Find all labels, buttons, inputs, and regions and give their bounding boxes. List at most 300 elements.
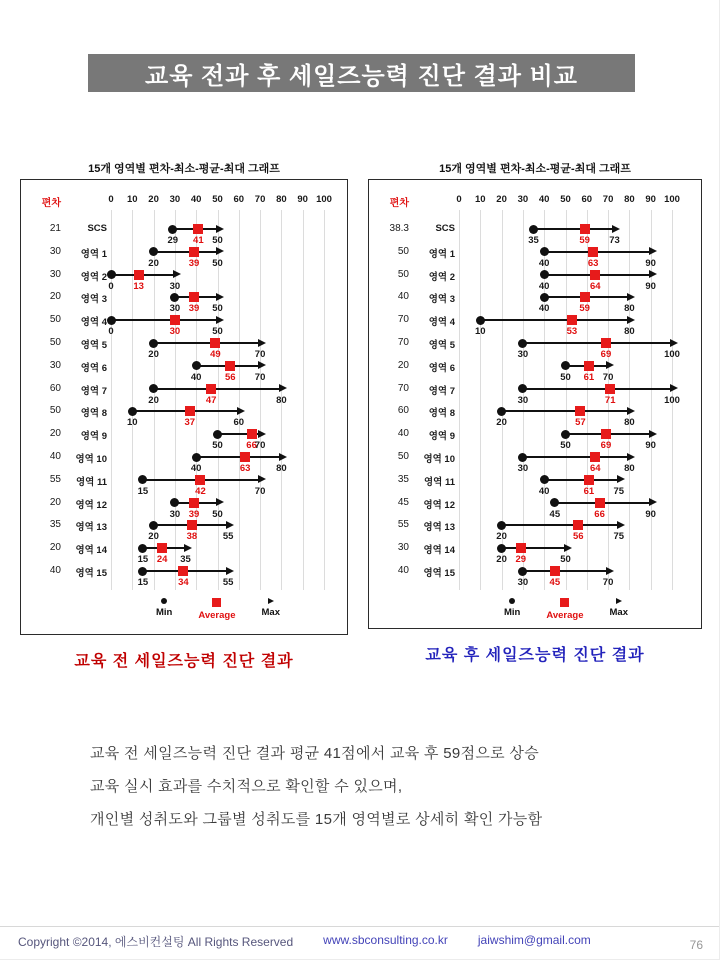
min-dot bbox=[138, 544, 147, 553]
average-value-label: 61 bbox=[583, 371, 595, 383]
deviation-value: 60 bbox=[397, 405, 409, 417]
min-value-label: 20 bbox=[148, 394, 159, 406]
min-dot bbox=[107, 270, 116, 279]
min-dot bbox=[518, 384, 527, 393]
legend-label: Min bbox=[156, 607, 173, 618]
max-value-label: 50 bbox=[212, 257, 223, 269]
deviation-value: 40 bbox=[397, 428, 409, 440]
average-value-label: 59 bbox=[579, 235, 590, 246]
average-square bbox=[134, 270, 144, 280]
page-number: 76 bbox=[689, 938, 703, 952]
legend-item bbox=[610, 598, 628, 621]
deviation-value: 20 bbox=[49, 428, 61, 440]
average-value-label: 66 bbox=[594, 508, 605, 520]
deviation-value: 38.3 bbox=[389, 223, 409, 234]
average-square bbox=[189, 498, 199, 508]
average-square bbox=[601, 429, 611, 439]
average-square bbox=[575, 406, 585, 416]
average-square bbox=[195, 475, 205, 485]
max-arrow bbox=[627, 407, 635, 415]
max-value-label: 90 bbox=[645, 280, 656, 292]
max-value-label: 90 bbox=[645, 508, 656, 520]
min-dot bbox=[518, 339, 527, 348]
category-label: 영역 13 bbox=[423, 522, 455, 534]
category-label: 영역 9 bbox=[80, 431, 107, 443]
max-value-label: 70 bbox=[254, 440, 266, 452]
max-arrow bbox=[649, 247, 657, 255]
min-value-label: 30 bbox=[169, 303, 181, 315]
max-arrow bbox=[237, 407, 245, 415]
average-square bbox=[605, 384, 615, 394]
axis-tick-label: 0 bbox=[108, 194, 114, 205]
max-arrow bbox=[627, 293, 635, 301]
max-arrow bbox=[649, 270, 657, 278]
deviation-value: 20 bbox=[49, 291, 61, 303]
max-arrow bbox=[258, 475, 266, 483]
deviation-value: 70 bbox=[397, 314, 409, 326]
max-value-label: 70 bbox=[602, 577, 614, 588]
average-square bbox=[580, 224, 590, 234]
deviation-value: 30 bbox=[49, 359, 61, 371]
average-square bbox=[189, 292, 199, 302]
max-value-label: 100 bbox=[664, 394, 680, 406]
max-arrow bbox=[627, 453, 635, 461]
average-square bbox=[588, 247, 598, 257]
max-value-label: 80 bbox=[624, 463, 635, 474]
axis-tick-label: 100 bbox=[316, 194, 332, 205]
chart-legend bbox=[459, 598, 673, 621]
category-label: 영역 5 bbox=[428, 340, 455, 351]
dumbbell-chart-after bbox=[368, 179, 702, 629]
deviation-value: 40 bbox=[397, 291, 409, 303]
legend-label: Max bbox=[261, 607, 280, 618]
average-value-label: 66 bbox=[246, 440, 257, 452]
copyright-text: Copyright ©2014, 에스비컨설팅 All Rights Reserved bbox=[18, 935, 294, 949]
max-arrow bbox=[184, 544, 192, 552]
max-arrow bbox=[670, 384, 678, 392]
max-value-label: 80 bbox=[624, 326, 635, 338]
min-dot bbox=[149, 384, 158, 393]
max-arrow bbox=[649, 498, 657, 506]
max-arrow bbox=[258, 361, 266, 369]
axis-tick-label: 90 bbox=[297, 194, 308, 205]
average-square bbox=[178, 566, 188, 576]
category-label: 영역 8 bbox=[428, 408, 455, 420]
min-dot bbox=[170, 293, 179, 302]
max-value-label: 60 bbox=[233, 417, 245, 429]
min-dot bbox=[540, 475, 549, 484]
range-line bbox=[154, 342, 261, 344]
average-value-label: 34 bbox=[178, 577, 189, 588]
deviation-value: 50 bbox=[397, 268, 409, 280]
deviation-value: 20 bbox=[49, 542, 61, 554]
max-arrow bbox=[216, 293, 224, 301]
average-square bbox=[590, 452, 600, 462]
chart-after-caption: 교육 후 세일즈능력 진단 결과 bbox=[425, 647, 645, 664]
average-value-label: 71 bbox=[604, 394, 616, 406]
slide-title-bar bbox=[88, 54, 635, 92]
email-link[interactable]: jaiwshim@gmail.com bbox=[477, 933, 591, 947]
legend-label: Max bbox=[609, 607, 628, 618]
deviation-value: 30 bbox=[397, 542, 409, 554]
average-square bbox=[225, 361, 235, 371]
average-value-label: 47 bbox=[205, 394, 217, 406]
average-value-label: 53 bbox=[566, 326, 578, 338]
average-square bbox=[516, 543, 526, 553]
deviation-value: 40 bbox=[49, 565, 61, 576]
min-dot bbox=[540, 293, 549, 302]
average-value-label: 57 bbox=[575, 417, 586, 429]
deviation-value: 50 bbox=[49, 337, 61, 348]
min-value-label: 30 bbox=[517, 349, 529, 360]
axis-tick-label: 90 bbox=[645, 194, 656, 205]
axis-tick-label: 0 bbox=[456, 194, 462, 205]
max-value-label: 70 bbox=[602, 371, 614, 383]
category-label: 영역 4 bbox=[428, 317, 455, 329]
max-arrow bbox=[279, 384, 287, 392]
average-square bbox=[584, 361, 594, 371]
deviation-value: 55 bbox=[49, 473, 61, 485]
deviation-value: 50 bbox=[49, 314, 61, 326]
min-value-label: 40 bbox=[538, 485, 550, 497]
gridline bbox=[260, 210, 261, 590]
category-label: 영역 7 bbox=[428, 385, 455, 397]
average-square bbox=[595, 498, 605, 508]
min-value-label: 30 bbox=[517, 394, 529, 406]
footer-divider bbox=[0, 926, 720, 927]
website-link[interactable]: www.sbconsulting.co.kr bbox=[323, 933, 448, 947]
axis-tick-label: 70 bbox=[254, 194, 266, 205]
deviation-value: 70 bbox=[397, 382, 409, 394]
average-value-label: 56 bbox=[224, 371, 236, 383]
average-square bbox=[601, 338, 611, 348]
min-dot-icon bbox=[509, 598, 515, 604]
category-label: 영역 14 bbox=[75, 545, 107, 557]
min-dot bbox=[497, 407, 506, 416]
min-value-label: 0 bbox=[108, 280, 114, 292]
average-value-label: 42 bbox=[195, 485, 206, 497]
max-arrow bbox=[649, 430, 657, 438]
max-arrow bbox=[606, 567, 614, 575]
max-arrow bbox=[612, 225, 620, 233]
max-arrow bbox=[216, 225, 224, 233]
min-value-label: 50 bbox=[212, 440, 223, 452]
category-label: 영역 6 bbox=[428, 362, 455, 374]
min-value-label: 50 bbox=[560, 440, 571, 452]
max-arrow-icon bbox=[616, 598, 622, 604]
chart-before-title: 15개 영역별 편차-최소-평균-최대 그래프 bbox=[88, 163, 280, 175]
average-value-label: 39 bbox=[188, 257, 200, 269]
footer bbox=[18, 933, 591, 950]
range-line bbox=[502, 547, 566, 549]
min-dot bbox=[476, 316, 485, 325]
legend-item bbox=[262, 598, 280, 621]
legend-item bbox=[546, 598, 583, 621]
max-value-label: 30 bbox=[169, 280, 181, 292]
category-label: 영역 7 bbox=[80, 385, 107, 397]
min-dot bbox=[128, 407, 137, 416]
min-value-label: 20 bbox=[148, 349, 159, 360]
axis-tick-label: 60 bbox=[233, 194, 245, 205]
category-label: 영역 12 bbox=[423, 499, 455, 511]
category-label: 영역 11 bbox=[423, 476, 455, 488]
min-value-label: 40 bbox=[538, 257, 550, 269]
average-square-icon bbox=[212, 598, 221, 607]
gridline bbox=[324, 210, 325, 590]
category-label: 영역 10 bbox=[75, 454, 107, 465]
average-square bbox=[584, 475, 594, 485]
summary-text bbox=[90, 737, 542, 836]
average-square bbox=[573, 520, 583, 530]
max-value-label: 55 bbox=[222, 577, 234, 588]
chart-after-section bbox=[368, 160, 702, 665]
max-value-label: 80 bbox=[624, 417, 635, 429]
category-label: 영역 4 bbox=[80, 317, 107, 329]
legend-item bbox=[504, 598, 520, 621]
min-value-label: 10 bbox=[475, 326, 486, 338]
min-dot bbox=[149, 521, 158, 530]
max-arrow bbox=[258, 339, 266, 347]
axis-tick-label: 100 bbox=[664, 194, 680, 205]
max-arrow bbox=[670, 339, 678, 347]
range-line bbox=[111, 319, 218, 321]
axis-tick-label: 70 bbox=[602, 194, 614, 205]
max-arrow bbox=[606, 361, 614, 369]
category-label: SCS bbox=[87, 223, 107, 234]
dumbbell-chart-before bbox=[20, 179, 348, 635]
legend-item bbox=[198, 598, 235, 621]
max-value-label: 35 bbox=[180, 554, 191, 566]
max-arrow bbox=[617, 521, 625, 529]
min-value-label: 30 bbox=[517, 577, 529, 588]
average-square bbox=[206, 384, 216, 394]
min-value-label: 15 bbox=[137, 554, 149, 566]
min-value-label: 15 bbox=[137, 577, 149, 588]
min-value-label: 20 bbox=[496, 417, 507, 429]
summary-line-1: 교육 전 세일즈능력 진단 결과 평균 41점에서 교육 후 59점으로 상승 bbox=[90, 745, 539, 762]
max-arrow bbox=[216, 498, 224, 506]
gridline bbox=[303, 210, 304, 590]
min-value-label: 30 bbox=[169, 508, 181, 520]
deviation-value: 60 bbox=[49, 382, 61, 394]
range-line bbox=[523, 388, 672, 390]
axis-tick-label: 30 bbox=[517, 194, 529, 205]
axis-tick-label: 30 bbox=[169, 194, 181, 205]
average-value-label: 69 bbox=[600, 349, 612, 360]
average-square bbox=[170, 315, 180, 325]
min-value-label: 20 bbox=[496, 531, 507, 543]
category-label: 영역 15 bbox=[423, 568, 455, 579]
axis-tick-label: 80 bbox=[276, 194, 287, 205]
max-value-label: 55 bbox=[222, 531, 234, 543]
max-value-label: 50 bbox=[212, 508, 223, 520]
summary-line-2: 교육 실시 효과를 수치적으로 확인할 수 있으며, bbox=[90, 778, 403, 795]
category-label: 영역 3 bbox=[80, 294, 107, 306]
max-arrow bbox=[258, 430, 266, 438]
min-value-label: 45 bbox=[549, 508, 561, 520]
min-dot-icon bbox=[161, 598, 167, 604]
min-value-label: 20 bbox=[496, 554, 507, 566]
average-value-label: 64 bbox=[590, 463, 601, 474]
deviation-header: 편차 bbox=[41, 198, 61, 209]
min-value-label: 40 bbox=[190, 371, 202, 383]
average-value-label: 69 bbox=[600, 440, 612, 452]
min-value-label: 40 bbox=[538, 303, 550, 315]
legend-item bbox=[156, 598, 172, 621]
min-value-label: 20 bbox=[148, 531, 159, 543]
deviation-value: 40 bbox=[49, 451, 61, 462]
deviation-value: 70 bbox=[397, 337, 409, 348]
axis-tick-label: 10 bbox=[127, 194, 138, 205]
category-label: 영역 6 bbox=[80, 362, 107, 374]
category-label: 영역 15 bbox=[75, 568, 107, 579]
range-line bbox=[523, 342, 672, 344]
axis-tick-label: 20 bbox=[148, 194, 159, 205]
max-value-label: 50 bbox=[212, 303, 223, 315]
deviation-value: 45 bbox=[397, 496, 409, 508]
average-square bbox=[193, 224, 203, 234]
deviation-value: 35 bbox=[49, 519, 61, 531]
category-label: SCS bbox=[435, 223, 455, 234]
max-arrow bbox=[226, 521, 234, 529]
average-value-label: 49 bbox=[210, 349, 221, 360]
average-value-label: 39 bbox=[188, 508, 200, 520]
min-dot bbox=[497, 544, 506, 553]
min-dot bbox=[518, 453, 527, 462]
gridline bbox=[132, 210, 133, 590]
average-value-label: 37 bbox=[184, 417, 196, 429]
deviation-value: 50 bbox=[397, 451, 409, 462]
max-arrow bbox=[564, 544, 572, 552]
average-value-label: 39 bbox=[188, 303, 200, 315]
max-value-label: 50 bbox=[560, 554, 571, 566]
category-label: 영역 12 bbox=[75, 499, 107, 511]
category-label: 영역 5 bbox=[80, 340, 107, 351]
deviation-value: 20 bbox=[397, 359, 409, 371]
average-value-label: 41 bbox=[193, 235, 204, 246]
average-square bbox=[240, 452, 250, 462]
range-line bbox=[154, 251, 218, 253]
average-square bbox=[185, 406, 195, 416]
max-arrow-icon bbox=[268, 598, 274, 604]
axis-tick-label: 80 bbox=[624, 194, 635, 205]
min-value-label: 40 bbox=[538, 280, 550, 292]
max-value-label: 70 bbox=[254, 349, 266, 360]
min-dot bbox=[561, 361, 570, 370]
average-square bbox=[567, 315, 577, 325]
legend-label: Min bbox=[504, 607, 521, 618]
min-dot bbox=[149, 339, 158, 348]
min-dot bbox=[107, 316, 116, 325]
average-square bbox=[590, 270, 600, 280]
axis-tick-label: 10 bbox=[475, 194, 486, 205]
gridline bbox=[175, 210, 176, 590]
deviation-value: 35 bbox=[397, 473, 409, 485]
axis-tick-label: 20 bbox=[496, 194, 507, 205]
gridline bbox=[480, 210, 481, 590]
range-line bbox=[196, 456, 281, 458]
max-value-label: 70 bbox=[254, 371, 266, 383]
min-dot bbox=[540, 247, 549, 256]
min-value-label: 0 bbox=[108, 326, 114, 338]
category-label: 영역 13 bbox=[75, 522, 107, 534]
min-dot bbox=[170, 498, 179, 507]
chart-legend bbox=[111, 598, 325, 621]
max-arrow bbox=[216, 247, 224, 255]
max-value-label: 90 bbox=[645, 257, 656, 269]
average-value-label: 45 bbox=[549, 577, 561, 588]
deviation-value: 21 bbox=[49, 223, 61, 234]
deviation-value: 50 bbox=[397, 245, 409, 257]
range-line bbox=[502, 410, 630, 412]
min-value-label: 20 bbox=[148, 257, 159, 269]
axis-tick-label: 50 bbox=[560, 194, 571, 205]
average-square bbox=[550, 566, 560, 576]
gridline bbox=[111, 210, 112, 590]
min-dot bbox=[192, 361, 201, 370]
min-dot bbox=[213, 430, 222, 439]
max-value-label: 90 bbox=[645, 440, 656, 452]
chart-after-title: 15개 영역별 편차-최소-평균-최대 그래프 bbox=[439, 163, 631, 175]
gridline bbox=[459, 210, 460, 590]
category-label: 영역 2 bbox=[428, 271, 455, 283]
min-dot bbox=[540, 270, 549, 279]
average-value-label: 59 bbox=[579, 303, 590, 315]
min-value-label: 30 bbox=[517, 463, 529, 474]
category-label: 영역 3 bbox=[428, 294, 455, 306]
max-value-label: 80 bbox=[624, 303, 635, 315]
min-dot bbox=[192, 453, 201, 462]
max-arrow bbox=[216, 316, 224, 324]
chart-before-caption: 교육 전 세일즈능력 진단 결과 bbox=[74, 653, 294, 670]
max-arrow bbox=[627, 316, 635, 324]
min-value-label: 10 bbox=[127, 417, 138, 429]
min-dot bbox=[561, 430, 570, 439]
deviation-value: 20 bbox=[49, 496, 61, 508]
deviation-value: 55 bbox=[397, 519, 409, 531]
category-label: 영역 11 bbox=[75, 476, 107, 488]
range-line bbox=[154, 388, 282, 390]
min-dot bbox=[138, 567, 147, 576]
average-value-label: 64 bbox=[590, 280, 601, 292]
range-line bbox=[480, 319, 629, 321]
max-value-label: 50 bbox=[212, 235, 223, 246]
max-value-label: 100 bbox=[664, 349, 680, 360]
max-value-label: 75 bbox=[613, 531, 625, 543]
min-dot bbox=[497, 521, 506, 530]
average-square bbox=[187, 520, 197, 530]
deviation-value: 40 bbox=[397, 565, 409, 576]
min-dot bbox=[550, 498, 559, 507]
category-label: 영역 14 bbox=[423, 545, 455, 557]
range-line bbox=[523, 456, 630, 458]
min-dot bbox=[168, 225, 177, 234]
average-square bbox=[580, 292, 590, 302]
category-label: 영역 1 bbox=[428, 248, 455, 260]
range-line bbox=[502, 524, 619, 526]
range-line bbox=[544, 479, 619, 481]
category-label: 영역 1 bbox=[80, 248, 107, 260]
max-arrow bbox=[173, 270, 181, 278]
average-value-label: 63 bbox=[587, 257, 599, 269]
average-value-label: 30 bbox=[169, 326, 181, 338]
average-square bbox=[247, 429, 257, 439]
max-value-label: 80 bbox=[276, 394, 287, 406]
chart-before-section bbox=[20, 160, 348, 671]
deviation-value: 30 bbox=[49, 268, 61, 280]
summary-line-3: 개인별 성취도와 그룹별 성취도를 15개 영역별로 상세히 확인 가능함 bbox=[90, 811, 543, 828]
deviation-value: 30 bbox=[49, 245, 61, 257]
